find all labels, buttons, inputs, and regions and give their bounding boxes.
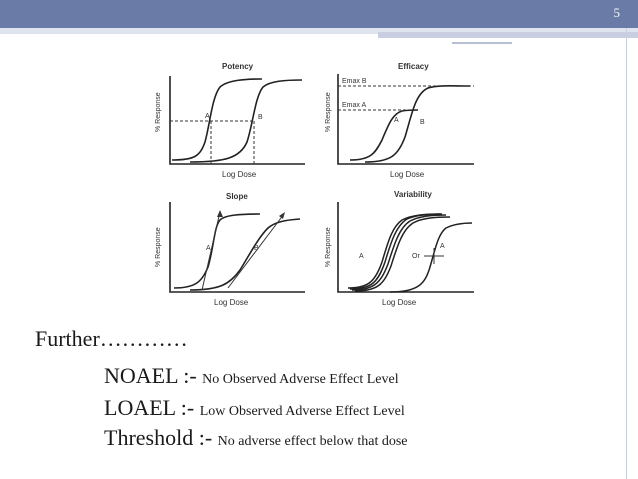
label-slope-b: B [254,245,259,252]
tangent-slope-a [202,212,220,290]
ylabel-variability: % Response [325,227,332,267]
panel-title-potency: Potency [222,62,254,71]
label-variability-a: A [359,253,364,260]
axes-variability [338,202,474,292]
right-rule [626,28,627,479]
curve-potency-a [172,79,262,160]
label-emax-b: Emax B [342,78,367,85]
xlabel-slope: Log Dose [214,298,249,307]
panel-potency [155,62,305,179]
noael-row [104,363,399,389]
label-emax-a: Emax A [342,102,367,109]
slide-number: 5 [613,5,620,20]
loael-term: LOAEL :- [104,395,195,420]
panel-variability [325,190,474,307]
panel-title-efficacy: Efficacy [398,62,429,71]
tangent-b-arrowhead [279,212,285,219]
curve-efficacy-b [365,86,470,162]
curve-slope-b [190,219,300,290]
panel-slope [155,192,305,307]
tangent-a-arrowhead [217,210,223,217]
further-heading: Further………… [35,326,188,351]
noael-definition: No Observed Adverse Effect Level [202,372,399,387]
threshold-row [104,425,408,451]
xlabel-efficacy: Log Dose [390,170,425,179]
label-potency-b: B [258,114,263,121]
curve-efficacy-a [350,110,418,160]
label-variability-or: Or [412,253,420,260]
xlabel-variability: Log Dose [382,298,417,307]
label-efficacy-a: A [394,117,399,124]
label-efficacy-b: B [420,119,425,126]
panel-title-variability: Variability [394,190,432,199]
ylabel-efficacy: % Response [325,92,332,132]
noael-term: NOAEL :- [104,363,197,388]
panel-efficacy [325,62,474,179]
loael-row [104,395,405,421]
title-bar-accent-line [452,42,512,44]
title-bar [0,0,638,28]
ylabel-potency: % Response [155,92,162,132]
panel-title-slope: Slope [226,192,248,201]
axes-potency [170,76,305,164]
dose-response-figure [150,52,490,314]
ylabel-slope: % Response [155,227,162,267]
curve-variability-5 [390,223,472,292]
threshold-term: Threshold :- [104,425,213,450]
dose-response-panels [150,52,490,314]
label-variability-a2: A [440,243,445,250]
title-bar-accent [378,32,638,38]
axes-efficacy [338,74,474,164]
threshold-definition: No adverse effect below that dose [217,434,408,449]
xlabel-potency: Log Dose [222,170,257,179]
loael-definition: Low Observed Adverse Effect Level [199,404,405,419]
label-potency-a: A [205,113,210,120]
label-slope-a: A [206,245,211,252]
